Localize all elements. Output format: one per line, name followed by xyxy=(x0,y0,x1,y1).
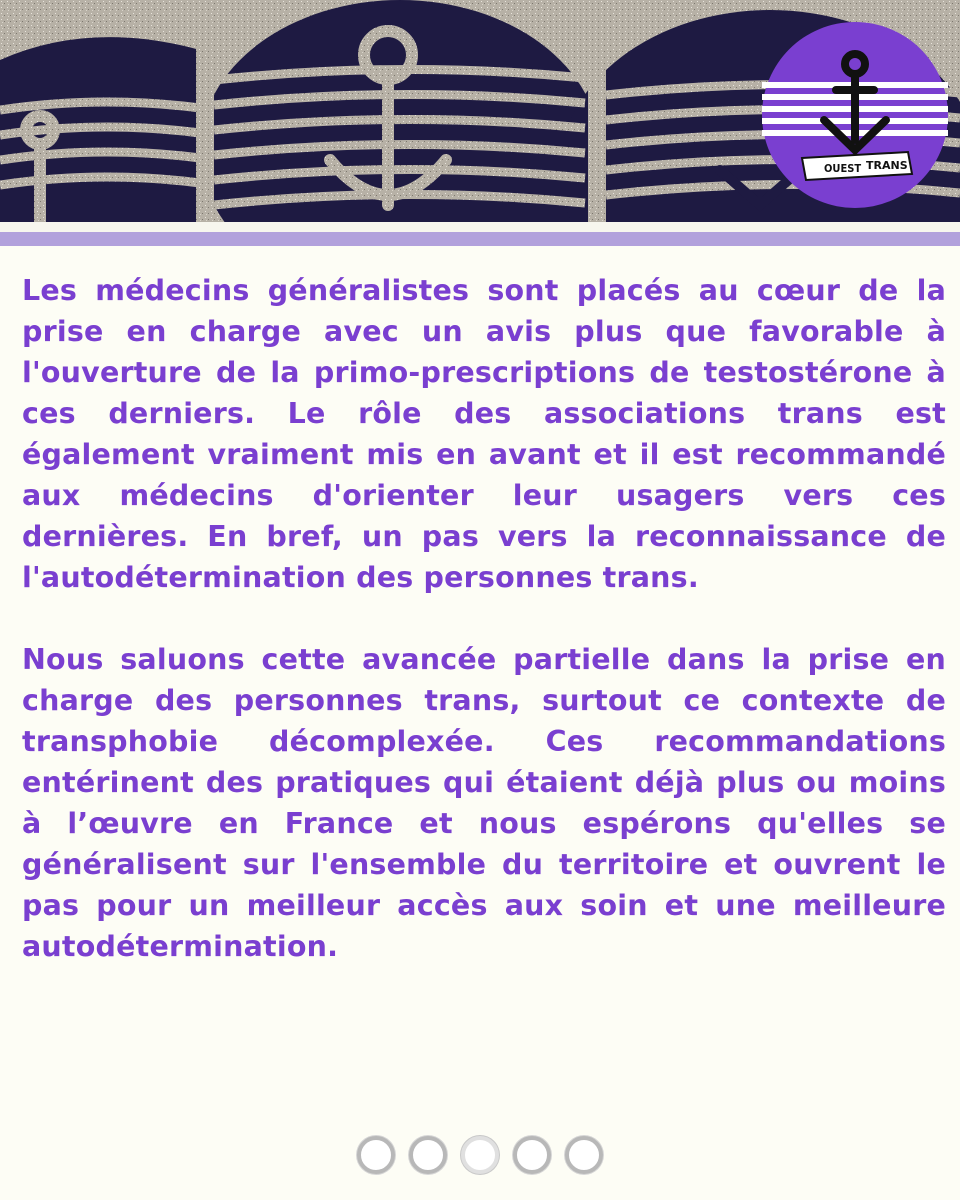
logo-word-trans: TRANS xyxy=(866,159,908,172)
divider-gap xyxy=(0,222,960,232)
paragraph-2: Nous saluons cette avancée partielle dans la prise en charge des personnes trans, surtout ce contexte de transphobie décomplexée. Ces recommandations entérinent des pratiques qui étaient déjà plus ou moins à l’œuvre en France et nous espérons qu'elles se généralisent sur l'ensemble du territoire et ouvrent le pas pour un meilleur accès aux soin et une meilleure autodétermination. xyxy=(22,643,946,963)
header-divider xyxy=(0,232,960,246)
page-dot-5[interactable] xyxy=(565,1136,603,1174)
logo-word-ouest: OUEST xyxy=(824,162,862,175)
page-dot-3[interactable] xyxy=(461,1136,499,1174)
page-dot-4[interactable] xyxy=(513,1136,551,1174)
article-body xyxy=(22,270,946,967)
page-dot-1[interactable] xyxy=(357,1136,395,1174)
carousel-pagination xyxy=(357,1136,603,1176)
ouest-trans-logo xyxy=(762,22,948,208)
paragraph-1: Les médecins généralistes sont placés au cœur de la prise en charge avec un avis plus que favorable à l'ouverture de la primo-prescriptions de testostérone à ces derniers. Le rôle des associations trans est également vraiment mis en avant et il est recommandé aux médecins d'orienter leur usagers vers ces dernières. En bref, un pas vers la reconnaissance de l'autodétermination des personnes trans. xyxy=(22,274,946,594)
page-dot-2[interactable] xyxy=(409,1136,447,1174)
